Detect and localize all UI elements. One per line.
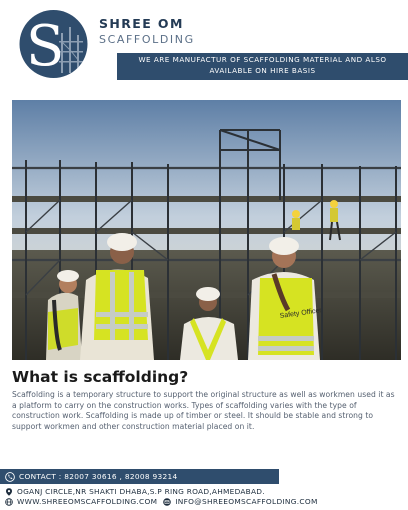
address-row — [5, 487, 265, 496]
web-row — [5, 497, 318, 506]
website-link[interactable]: WWW.SHREEOMSCAFFOLDING.COM — [17, 497, 158, 506]
company-logo — [17, 7, 90, 81]
phone-icon — [5, 472, 15, 482]
tagline-banner — [117, 53, 408, 80]
contact-bar — [0, 469, 279, 484]
contact-numbers: CONTACT : 82007 30616 , 82008 93214 — [19, 472, 178, 481]
brand-name: SHREE OM — [99, 16, 184, 31]
tagline-line-1: WE ARE MANUFACTUR OF SCAFFOLDING MATERIAL AND ALSO — [138, 55, 387, 64]
location-pin-icon — [5, 488, 13, 496]
email-icon — [163, 498, 171, 506]
tagline-line-2: AVAILABLE ON HIRE BASIS — [209, 65, 316, 75]
email-link[interactable]: INFO@SHREEOMSCAFFOLDING.COM — [175, 497, 318, 506]
logo-letter: S — [26, 14, 65, 79]
article-heading: What is scaffolding? — [12, 368, 189, 386]
article-body: Scaffolding is a temporary structure to support the original structure as well as workmen used it as a platform to carry on the construction works. Types of scaffolding varies with the type of construction work. Scaffolding is made up of timber or steel. It should be stable and strong to support workmen and other construction material placed on it. — [12, 390, 395, 432]
vest-label: Safety Officer — [279, 307, 323, 320]
address-text: OGANJ CIRCLE,NR SHAKTI DHABA,S.P RING ROAD,AHMEDABAD. — [17, 487, 265, 496]
brand-subtitle: SCAFFOLDING — [99, 33, 195, 46]
scaffolding-site-photo — [12, 100, 401, 360]
globe-icon — [5, 498, 13, 506]
